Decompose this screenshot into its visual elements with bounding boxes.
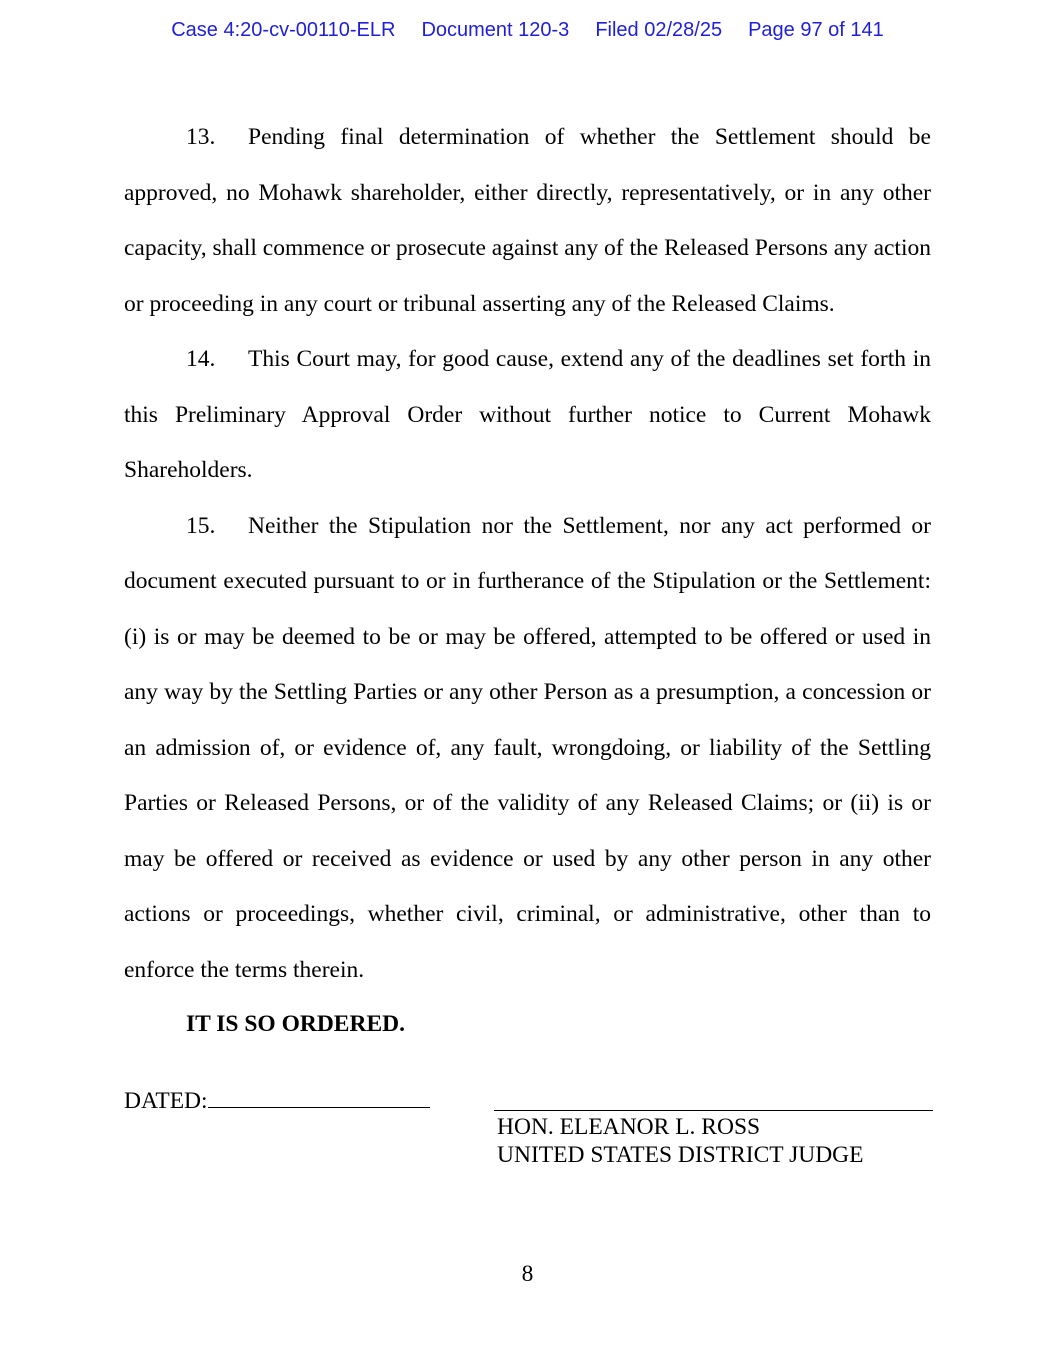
paragraph-number: 15. <box>186 512 216 539</box>
judge-name: HON. ELEANOR L. ROSS <box>497 1114 761 1140</box>
judge-title: UNITED STATES DISTRICT JUDGE <box>497 1142 864 1168</box>
paragraph-13 <box>124 110 931 332</box>
dated-label: DATED: <box>124 1088 208 1114</box>
case-number: Case 4:20-cv-00110-ELR <box>171 19 396 41</box>
paragraph-14 <box>124 332 931 499</box>
filing-header <box>0 19 1055 42</box>
document-number: Document 120-3 <box>421 19 570 41</box>
page-number: 8 <box>521 1261 534 1287</box>
paragraph-number: 13. <box>186 124 216 150</box>
filed-date: Filed 02/28/25 <box>595 19 723 41</box>
dated-field <box>124 1083 430 1115</box>
page-count: Page 97 of 141 <box>748 19 884 41</box>
paragraph-text: Neither the Stipulation nor the Settlement, nor any act performed or document executed pursuant to or in furtherance of the Stipulation or the Settlement: (i) is or may be deemed to be or may be offered, attempted to be offered or used in any way by the Settling Parties or any other Person as a presumption, a concession or an admission of, or evidence of, any fault, wrongdoing, or liability of the Settling Parties or Released Persons, or of the validity of any Released Claims; or (ii) is or may be offered or received as evidence or used by any other person in any other actions or proceedings, whether civil, criminal, or administrative, other than to enforce the terms therein. <box>124 512 931 983</box>
dated-blank-line <box>208 1083 430 1108</box>
signature-line <box>494 1110 933 1111</box>
so-ordered-heading: IT IS SO ORDERED. <box>186 1011 405 1037</box>
paragraph-text: This Court may, for good cause, extend any of the deadlines set forth in this Preliminary Approval Order without further notice to Current Mohawk Shareholders. <box>124 346 931 483</box>
paragraph-number: 14. <box>186 346 216 372</box>
order-body <box>124 110 931 998</box>
paragraph-15 <box>124 499 931 999</box>
paragraph-text: Pending final determination of whether the Settlement should be approved, no Mohawk shareholder, either directly, representatively, or in any other capacity, shall commence or prosecute against any of the Released Persons any action or proceeding in any court or tribunal asserting any of the Released Claims. <box>124 124 931 317</box>
